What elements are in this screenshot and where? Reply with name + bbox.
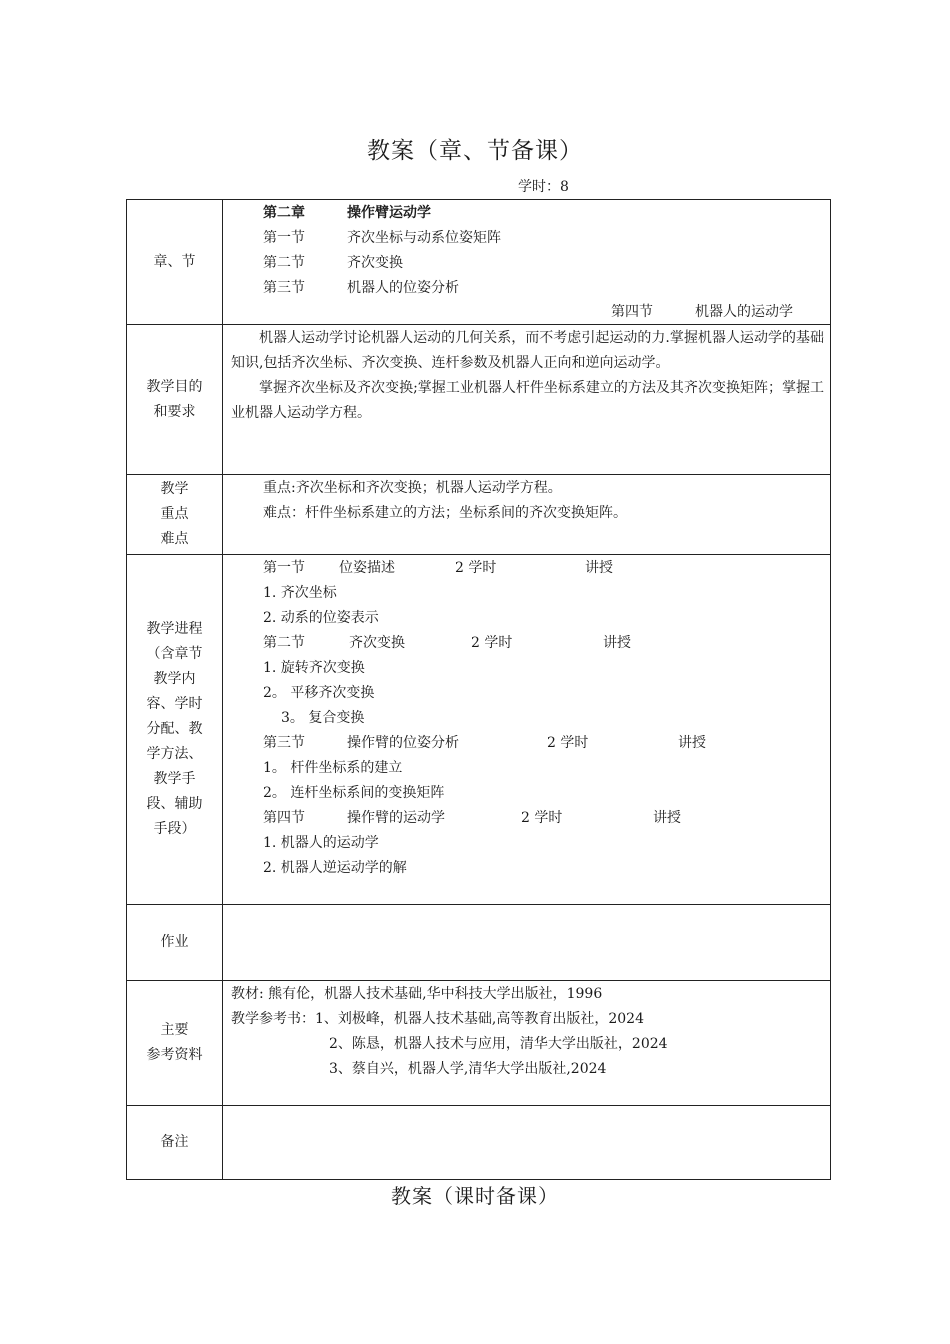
label-notes: 备注: [127, 1106, 223, 1180]
process-section-2-method: 讲授: [603, 635, 631, 651]
process-section-1-number: 第一节: [263, 560, 305, 576]
process-section-1-hours: 2 学时: [455, 560, 497, 576]
process-section-3-name: 操作臂的位姿分析: [347, 735, 459, 751]
process-section-2-number: 第二节: [263, 635, 305, 651]
process-section-3-number: 第三节: [263, 735, 305, 751]
label-process-line-8: 段、辅助: [146, 796, 203, 812]
section-3-number: 第三节: [263, 280, 305, 296]
process-section-4-number: 第四节: [263, 810, 305, 826]
label-process-line-9: 手段）: [153, 821, 196, 837]
document-title: 教案（章、节备课）: [367, 138, 583, 164]
label-process-line-3: 教学内: [153, 671, 196, 687]
content-homework: [223, 905, 831, 981]
content-keypoints: [223, 475, 831, 555]
row-objectives: [127, 325, 831, 475]
label-keypoints-line-3: 难点: [160, 531, 189, 547]
process-section-4-hours: 2 学时: [521, 810, 563, 826]
process-section-1-method: 讲授: [585, 560, 613, 576]
label-process: [127, 555, 223, 905]
process-item: 2. 机器人逆运动学的解: [263, 860, 407, 876]
class-hours: 学时：8: [518, 179, 569, 195]
process-item: 1. 齐次坐标: [263, 585, 337, 601]
label-references-line-2: 参考资料: [146, 1047, 203, 1063]
row-notes: [127, 1106, 831, 1180]
process-item: 1. 旋转齐次变换: [263, 660, 365, 676]
row-homework: [127, 905, 831, 981]
reference-2: 2、陈恳，机器人技术与应用，清华大学出版社，2024: [329, 1036, 668, 1052]
reference-3: 3、蔡自兴，机器人学,清华大学出版社,2024: [329, 1061, 607, 1077]
lesson-plan-table: [126, 199, 831, 1180]
label-references: [127, 981, 223, 1106]
label-keypoints: [127, 475, 223, 555]
objectives-text: [231, 326, 824, 426]
label-homework: 作业: [127, 905, 223, 981]
process-section-2-hours: 2 学时: [471, 635, 513, 651]
difficult-points: 难点：杆件坐标系建立的方法；坐标系间的齐次变换矩阵。: [263, 505, 627, 521]
section-1-name: 齐次坐标与动系位姿矩阵: [347, 230, 501, 246]
chapter-number: 第二章: [263, 205, 305, 221]
process-section-4-name: 操作臂的运动学: [347, 810, 445, 826]
chapter-name: 操作臂运动学: [347, 205, 431, 221]
process-section-3-method: 讲授: [678, 735, 706, 751]
row-chapter: [127, 200, 831, 325]
label-objectives: [127, 325, 223, 475]
process-section-4-method: 讲授: [653, 810, 681, 826]
key-points: 重点:齐次坐标和齐次变换；机器人运动学方程。: [263, 480, 562, 496]
label-process-line-4: 容、学时: [146, 696, 203, 712]
label-process-line-7: 教学手: [153, 771, 196, 787]
process-item: 2。 连杆坐标系间的变换矩阵: [263, 785, 445, 801]
label-process-line-6: 学方法、: [146, 746, 203, 762]
content-process: [223, 555, 831, 905]
process-section-3-hours: 2 学时: [547, 735, 589, 751]
section-4-name: 机器人的运动学: [695, 304, 793, 320]
objectives-paragraph-1: 机器人运动学讨论机器人运动的几何关系，而不考虑引起运动的力.掌握机器人运动学的基础知识,包括齐次坐标、齐次变换、连杆参数及机器人正向和逆向运动学。: [231, 330, 824, 371]
process-item: 2。 平移齐次变换: [263, 685, 375, 701]
process-item: 1。 杆件坐标系的建立: [263, 760, 403, 776]
label-objectives-line-1: 教学目的: [146, 378, 203, 395]
section-3-name: 机器人的位姿分析: [347, 280, 459, 296]
label-process-line-2: （含章节: [146, 646, 203, 662]
content-references: [223, 981, 831, 1106]
process-section-2-name: 齐次变换: [349, 635, 405, 651]
process-item: 1. 机器人的运动学: [263, 835, 379, 851]
content-notes: [223, 1106, 831, 1180]
label-references-line-1: 主要: [160, 1022, 189, 1038]
section-4-number: 第四节: [611, 304, 653, 320]
next-section-title: 教案（课时备课）: [391, 1184, 559, 1208]
section-2-number: 第二节: [263, 255, 305, 271]
section-1-number: 第一节: [263, 230, 305, 246]
textbook: 教材: 熊有伦，机器人技术基础,华中科技大学出版社，1996: [231, 986, 603, 1002]
label-keypoints-line-2: 重点: [160, 506, 189, 522]
label-chapter: 章、节: [127, 200, 223, 325]
label-process-line-5: 分配、教: [146, 721, 203, 737]
process-item: 2. 动系的位姿表示: [263, 610, 379, 626]
objectives-paragraph-2: 掌握齐次坐标及齐次变换;掌握工业机器人杆件坐标系建立的方法及其齐次变换矩阵；掌握工业机器人运动学方程。: [231, 380, 824, 421]
row-process: [127, 555, 831, 905]
label-keypoints-line-1: 教学: [160, 481, 189, 497]
process-item: 3。 复合变换: [281, 710, 365, 726]
section-2-name: 齐次变换: [347, 255, 403, 271]
process-section-1-name: 位姿描述: [339, 560, 395, 576]
content-objectives: [223, 325, 831, 475]
label-objectives-line-2: 和要求: [153, 403, 196, 420]
label-process-line-1: 教学进程: [146, 621, 203, 637]
row-keypoints: [127, 475, 831, 555]
content-chapter: [223, 200, 831, 325]
reference-1: 教学参考书：1、刘极峰，机器人技术基础,高等教育出版社，2024: [231, 1011, 644, 1027]
row-references: [127, 981, 831, 1106]
